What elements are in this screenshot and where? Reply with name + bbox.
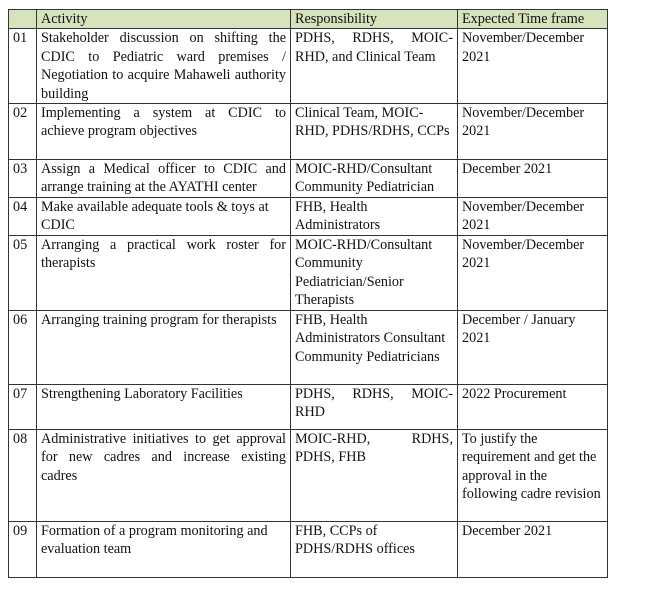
- row-number: 05: [9, 235, 37, 310]
- row-timeframe: November/December 2021: [458, 235, 608, 310]
- row-responsibility: MOIC-RHD/Consultant Community Pediatrician/Senior Therapists: [291, 235, 458, 310]
- row-activity: Implementing a system at CDIC to achieve program objectives: [37, 104, 291, 160]
- table-row: [9, 198, 608, 236]
- row-activity: Assign a Medical officer to CDIC and arrange training at the AYATHI center: [37, 160, 291, 198]
- row-responsibility: FHB, Health Administrators: [291, 198, 458, 236]
- header-timeframe: Expected Time frame: [458, 10, 608, 29]
- table-row: [9, 29, 608, 104]
- row-activity: Strengthening Laboratory Facilities: [37, 384, 291, 429]
- row-number: 01: [9, 29, 37, 104]
- row-number: 07: [9, 384, 37, 429]
- row-responsibility: PDHS, RDHS, MOIC-RHD, and Clinical Team: [291, 29, 458, 104]
- row-timeframe: 2022 Procurement: [458, 384, 608, 429]
- table-row: [9, 429, 608, 521]
- row-responsibility: FHB, Health Administrators Consultant Community Pediatricians: [291, 310, 458, 384]
- row-number: 09: [9, 521, 37, 577]
- table-row: [9, 310, 608, 384]
- row-timeframe: November/December 2021: [458, 198, 608, 236]
- row-timeframe: December / January 2021: [458, 310, 608, 384]
- table-header-row: [9, 10, 608, 29]
- row-number: 04: [9, 198, 37, 236]
- row-timeframe: To justify the requirement and get the approval in the following cadre revision: [458, 429, 608, 521]
- row-number: 03: [9, 160, 37, 198]
- action-plan-table: [8, 9, 608, 578]
- row-timeframe: November/December 2021: [458, 104, 608, 160]
- row-responsibility: MOIC-RHD, RDHS, PDHS, FHB: [291, 429, 458, 521]
- row-timeframe: December 2021: [458, 521, 608, 577]
- row-number: 06: [9, 310, 37, 384]
- row-responsibility: Clinical Team, MOIC-RHD, PDHS/RDHS, CCPs: [291, 104, 458, 160]
- row-timeframe: November/December 2021: [458, 29, 608, 104]
- row-number: 08: [9, 429, 37, 521]
- table-row: [9, 235, 608, 310]
- row-activity: Make available adequate tools & toys at CDIC: [37, 198, 291, 236]
- table-row: [9, 160, 608, 198]
- table-row: [9, 521, 608, 577]
- row-activity: Stakeholder discussion on shifting the CDIC to Pediatric ward premises / Negotiation to acquire Mahaweli authority building: [37, 29, 291, 104]
- table-row: [9, 104, 608, 160]
- table-row: [9, 384, 608, 429]
- row-activity: Formation of a program monitoring and evaluation team: [37, 521, 291, 577]
- row-activity: Arranging a practical work roster for therapists: [37, 235, 291, 310]
- row-number: 02: [9, 104, 37, 160]
- header-number: [9, 10, 37, 29]
- header-responsibility: Responsibility: [291, 10, 458, 29]
- row-timeframe: December 2021: [458, 160, 608, 198]
- row-activity: Administrative initiatives to get approval for new cadres and increase existing cadres: [37, 429, 291, 521]
- row-responsibility: PDHS, RDHS, MOIC-RHD: [291, 384, 458, 429]
- row-responsibility: FHB, CCPs of PDHS/RDHS offices: [291, 521, 458, 577]
- header-activity: Activity: [37, 10, 291, 29]
- row-activity: Arranging training program for therapists: [37, 310, 291, 384]
- row-responsibility: MOIC-RHD/Consultant Community Pediatrician: [291, 160, 458, 198]
- action-plan-table-container: [8, 9, 608, 578]
